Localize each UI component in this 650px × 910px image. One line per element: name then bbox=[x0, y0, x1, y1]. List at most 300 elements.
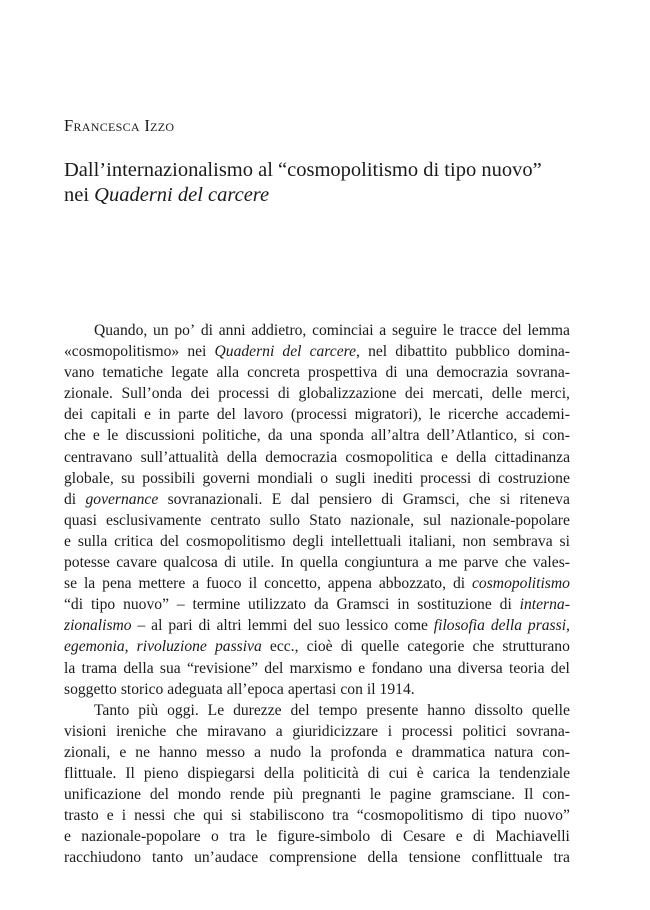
word: politicità bbox=[303, 764, 359, 782]
word: tra bbox=[332, 807, 349, 825]
word: potesse bbox=[64, 554, 110, 572]
text-line bbox=[64, 489, 570, 510]
word: pregnanti bbox=[302, 786, 361, 804]
word: sugli bbox=[335, 469, 366, 487]
word: che bbox=[468, 490, 491, 508]
word: tematiche bbox=[102, 364, 164, 382]
word: pieno bbox=[143, 764, 179, 782]
word: nuovo” bbox=[523, 807, 570, 825]
word: – bbox=[176, 596, 185, 614]
word: sovrana- bbox=[516, 722, 570, 740]
word: la bbox=[64, 659, 76, 677]
word: adeguata bbox=[167, 680, 223, 698]
italic-word: cosmopolitismo bbox=[472, 575, 570, 593]
word: sovranazionali. bbox=[167, 490, 263, 508]
word: prospettiva bbox=[308, 364, 378, 382]
word: strutturano bbox=[502, 638, 570, 656]
word: legate bbox=[171, 364, 209, 382]
word: e bbox=[455, 828, 463, 846]
word: politici bbox=[462, 722, 507, 740]
word: della bbox=[263, 764, 295, 782]
word: drammatica bbox=[411, 743, 486, 761]
word: al bbox=[151, 617, 163, 635]
word: dei bbox=[404, 385, 424, 403]
text-line bbox=[64, 531, 570, 552]
word: unificazione bbox=[64, 786, 142, 804]
word: e bbox=[358, 659, 366, 677]
text-line bbox=[64, 362, 570, 383]
title-line-2 bbox=[64, 183, 604, 208]
word: In bbox=[280, 554, 294, 572]
word: del bbox=[216, 406, 236, 424]
word: della bbox=[456, 448, 487, 466]
word: o bbox=[211, 828, 219, 846]
word: globale, bbox=[64, 469, 114, 487]
word: nazionale, bbox=[350, 511, 414, 529]
word: zionale. bbox=[64, 385, 113, 403]
word: pagine bbox=[389, 786, 432, 804]
word: qualcosa bbox=[163, 554, 218, 572]
word: i bbox=[387, 722, 393, 740]
word: cosmopolitica bbox=[345, 448, 433, 466]
text-line bbox=[64, 468, 570, 489]
word: concreta bbox=[247, 364, 300, 382]
italic-word: del bbox=[282, 343, 302, 361]
title-line-1: Dall’internazionalismo al “cosmopolitismo di tipo nuovo” bbox=[64, 159, 542, 181]
word: di bbox=[499, 596, 512, 614]
word: ecc., bbox=[269, 638, 299, 656]
word: di bbox=[471, 807, 484, 825]
word: democrazia bbox=[436, 364, 509, 382]
word: durezze bbox=[233, 701, 282, 719]
title-italic: Quaderni del carcere bbox=[94, 184, 270, 206]
word: Stato bbox=[309, 511, 342, 529]
word: o bbox=[320, 469, 328, 487]
italic-word: filosofia bbox=[433, 617, 485, 635]
word: categorie bbox=[407, 638, 465, 656]
word: dal bbox=[290, 490, 310, 508]
word: Le bbox=[207, 701, 225, 719]
word: congiuntura bbox=[344, 554, 419, 572]
word: più bbox=[273, 786, 294, 804]
word: processi bbox=[401, 722, 453, 740]
word: costruzione bbox=[497, 469, 570, 487]
word: del bbox=[293, 617, 313, 635]
word: le bbox=[429, 406, 441, 424]
word: Sull’onda bbox=[121, 385, 183, 403]
title-prefix: nei bbox=[64, 184, 90, 206]
word: da bbox=[267, 427, 283, 445]
word: Il bbox=[125, 764, 135, 782]
word: cittadinanza bbox=[494, 448, 570, 466]
word: lemma bbox=[527, 322, 570, 339]
word: dei bbox=[190, 385, 210, 403]
word: ireniche bbox=[116, 722, 167, 740]
text-line bbox=[64, 425, 570, 446]
word: della bbox=[226, 448, 258, 466]
word: e bbox=[119, 743, 127, 761]
word: fuoco bbox=[206, 575, 242, 593]
word: esclusivamente bbox=[106, 511, 202, 529]
word: una bbox=[289, 427, 313, 445]
word: come bbox=[394, 617, 428, 635]
word: le bbox=[255, 828, 268, 846]
word: flittuale. bbox=[64, 764, 117, 782]
word: si bbox=[499, 490, 511, 508]
word: che bbox=[173, 807, 196, 825]
word: Il bbox=[523, 786, 534, 804]
word: figure-simbolo bbox=[277, 828, 371, 846]
word: appena bbox=[327, 575, 372, 593]
text-line bbox=[64, 805, 570, 826]
word: presente bbox=[366, 701, 419, 719]
word: giuridicizzare bbox=[292, 722, 379, 740]
word: della bbox=[123, 659, 154, 677]
word: sulla bbox=[77, 532, 108, 550]
word: “cosmopolitismo bbox=[356, 807, 464, 825]
word: di bbox=[367, 764, 380, 782]
word: centrato bbox=[210, 511, 261, 529]
word: “revisione” bbox=[187, 659, 259, 677]
word: globalizzazione bbox=[298, 385, 397, 403]
word: tipo bbox=[491, 807, 516, 825]
word: natura bbox=[494, 743, 534, 761]
word: concetto, bbox=[264, 575, 321, 593]
word: nei bbox=[187, 343, 207, 361]
word: qui bbox=[203, 807, 224, 825]
text-line bbox=[64, 700, 570, 721]
word: in bbox=[158, 406, 171, 424]
word: accademi- bbox=[505, 406, 570, 424]
word: dispiegarsi bbox=[187, 764, 256, 782]
word: di bbox=[64, 490, 77, 508]
word: Gramsci bbox=[336, 596, 390, 614]
word: migratori), bbox=[354, 406, 422, 424]
text-line bbox=[64, 552, 570, 573]
word: con- bbox=[542, 427, 570, 445]
word: sull’attualità bbox=[140, 448, 219, 466]
text-line bbox=[64, 847, 570, 868]
word: una bbox=[428, 659, 452, 677]
word: parte bbox=[178, 406, 210, 424]
word: di bbox=[277, 385, 290, 403]
word: la bbox=[310, 743, 322, 761]
word: domina- bbox=[518, 343, 570, 361]
italic-word: della bbox=[490, 617, 522, 635]
word: sponda bbox=[319, 427, 364, 445]
article-title bbox=[64, 158, 604, 208]
word: di bbox=[478, 469, 491, 487]
word: che bbox=[504, 554, 527, 572]
word: visioni bbox=[64, 722, 107, 740]
word: fondano bbox=[371, 659, 423, 677]
word: zionali, bbox=[64, 743, 111, 761]
word: racchiudono bbox=[64, 849, 142, 867]
paragraph bbox=[64, 700, 570, 869]
italic-word: passiva bbox=[214, 638, 262, 656]
word: quella bbox=[299, 554, 338, 572]
word: trasto bbox=[64, 807, 99, 825]
word: di bbox=[380, 828, 393, 846]
word: altri bbox=[216, 617, 242, 635]
word: lessico bbox=[345, 617, 389, 635]
word: anni bbox=[218, 322, 246, 339]
word: del bbox=[290, 701, 310, 719]
word: sostituzione bbox=[417, 596, 492, 614]
word: soggetto bbox=[64, 680, 117, 698]
word: rende bbox=[229, 786, 265, 804]
word: in bbox=[397, 596, 410, 614]
word: discussioni bbox=[125, 427, 195, 445]
word: su bbox=[121, 469, 135, 487]
word: la bbox=[478, 764, 491, 782]
word: dibattito bbox=[395, 343, 448, 361]
word: democrazia bbox=[265, 448, 338, 466]
word: non bbox=[462, 532, 486, 550]
word: storico bbox=[120, 680, 164, 698]
text-line bbox=[64, 594, 570, 615]
word: intellettuali bbox=[330, 532, 402, 550]
word: profonda bbox=[330, 743, 387, 761]
word: che bbox=[64, 427, 86, 445]
word: parve bbox=[463, 554, 499, 572]
word: cui bbox=[388, 764, 408, 782]
word: di bbox=[381, 490, 394, 508]
word: a bbox=[425, 554, 433, 572]
word: quelle bbox=[361, 638, 400, 656]
word: sovrana- bbox=[516, 364, 570, 382]
italic-word: Quaderni bbox=[214, 343, 275, 361]
text-line bbox=[64, 658, 570, 679]
word: e bbox=[64, 828, 71, 846]
word: vales- bbox=[532, 554, 570, 572]
word: le bbox=[107, 427, 119, 445]
paragraph bbox=[64, 320, 570, 700]
word: dell’Atlantico, bbox=[426, 427, 518, 445]
word: capitali bbox=[90, 406, 137, 424]
word: Machiavelli bbox=[495, 828, 570, 846]
word: le bbox=[369, 786, 381, 804]
word: nuovo” bbox=[123, 596, 169, 614]
word: sullo bbox=[269, 511, 301, 529]
word: all’altra bbox=[371, 427, 420, 445]
word: a bbox=[379, 322, 387, 339]
word: e bbox=[441, 448, 448, 466]
word: delle bbox=[491, 385, 522, 403]
word: cioè bbox=[306, 638, 333, 656]
word: di bbox=[385, 364, 398, 382]
word: tra bbox=[553, 849, 570, 867]
word: gramsciane. bbox=[440, 786, 516, 804]
word: dissolto bbox=[474, 701, 523, 719]
word: del bbox=[264, 659, 284, 677]
word: abbozzato, bbox=[378, 575, 446, 593]
word: sul bbox=[423, 511, 442, 529]
word: critica bbox=[114, 532, 154, 550]
word: diversa bbox=[457, 659, 503, 677]
word: nel bbox=[368, 343, 388, 361]
word: quasi bbox=[64, 511, 97, 529]
text-line bbox=[64, 826, 570, 847]
word: «cosmopolitismo» bbox=[64, 343, 180, 361]
word: tensione bbox=[408, 849, 461, 867]
author-name: Francesca Izzo bbox=[64, 116, 175, 135]
word: più bbox=[138, 701, 159, 719]
word: le bbox=[442, 322, 454, 339]
word: di bbox=[340, 638, 353, 656]
word: seguire bbox=[391, 322, 437, 339]
italic-word: zionalismo bbox=[64, 617, 132, 635]
word: e bbox=[64, 532, 71, 550]
text-line bbox=[64, 763, 570, 784]
word: sembrava bbox=[492, 532, 553, 550]
word: nazionale-popolare bbox=[81, 828, 201, 846]
word: riteneva bbox=[519, 490, 570, 508]
text-line bbox=[64, 320, 570, 341]
text-line bbox=[64, 784, 570, 805]
word: pensiero bbox=[319, 490, 372, 508]
word: marxismo bbox=[289, 659, 353, 677]
word: nudo bbox=[270, 743, 302, 761]
text-line bbox=[64, 341, 570, 362]
word: con- bbox=[542, 743, 570, 761]
word: lavoro bbox=[243, 406, 284, 424]
word: 1914. bbox=[379, 680, 415, 698]
word: tra bbox=[229, 828, 246, 846]
word: del bbox=[550, 659, 570, 677]
word: politiche, bbox=[202, 427, 261, 445]
word: del bbox=[502, 322, 522, 339]
word: Tanto bbox=[94, 701, 130, 719]
text-line bbox=[64, 742, 570, 763]
word: e bbox=[144, 406, 151, 424]
word: Cesare bbox=[402, 828, 446, 846]
text-line bbox=[64, 636, 570, 657]
italic-word: rivoluzione bbox=[136, 638, 207, 656]
word: me bbox=[438, 554, 458, 572]
word: governi bbox=[202, 469, 251, 487]
word: cominciai bbox=[312, 322, 374, 339]
word: nessi bbox=[134, 807, 166, 825]
word: e bbox=[106, 807, 114, 825]
word: si bbox=[559, 532, 570, 550]
word: “di bbox=[64, 596, 84, 614]
word: di bbox=[200, 322, 214, 339]
word: centravano bbox=[64, 448, 133, 466]
word: miravano bbox=[207, 722, 267, 740]
word: dei bbox=[64, 406, 84, 424]
word: tanto bbox=[151, 849, 184, 867]
word: (processi bbox=[290, 406, 348, 424]
word: è bbox=[416, 764, 424, 782]
word: italiani, bbox=[408, 532, 456, 550]
word: la bbox=[83, 575, 96, 593]
word: che bbox=[472, 638, 495, 656]
word: carica bbox=[432, 764, 470, 782]
text-line bbox=[64, 573, 570, 594]
word: quelle bbox=[531, 701, 570, 719]
word: nazionale-popolare bbox=[450, 511, 570, 529]
word: a bbox=[275, 722, 283, 740]
word: che bbox=[175, 722, 198, 740]
text-line bbox=[64, 447, 570, 468]
italic-word: interna- bbox=[519, 596, 570, 614]
text-line bbox=[64, 383, 570, 404]
word: Quando, bbox=[94, 322, 148, 339]
word: di bbox=[472, 828, 486, 846]
italic-word: carcere bbox=[309, 343, 357, 361]
word: cavare bbox=[116, 554, 157, 572]
word: un’audace bbox=[194, 849, 259, 867]
word: utilizzato bbox=[248, 596, 307, 614]
word: con- bbox=[542, 786, 570, 804]
word: po’ bbox=[174, 322, 196, 339]
word: teoria bbox=[509, 659, 545, 677]
text-line bbox=[64, 510, 570, 531]
word: pena bbox=[102, 575, 132, 593]
text-line bbox=[64, 404, 570, 425]
word: all’epoca bbox=[226, 680, 284, 698]
word: termine bbox=[192, 596, 241, 614]
word: oggi. bbox=[167, 701, 199, 719]
word: tracce bbox=[459, 322, 497, 339]
word: mondiali bbox=[257, 469, 313, 487]
word: una bbox=[405, 364, 429, 382]
word: del bbox=[160, 532, 180, 550]
italic-word: governance bbox=[85, 490, 159, 508]
word: di bbox=[452, 575, 466, 593]
word: e bbox=[395, 743, 403, 761]
word: tendenziale bbox=[499, 764, 570, 782]
text-line bbox=[64, 721, 570, 742]
word: con bbox=[340, 680, 363, 698]
word: di bbox=[198, 617, 211, 635]
italic-word: egemonia, bbox=[64, 638, 129, 656]
word: un bbox=[153, 322, 169, 339]
word: trama bbox=[81, 659, 118, 677]
word: del bbox=[149, 786, 169, 804]
word: E bbox=[271, 490, 282, 508]
word: Gramsci, bbox=[402, 490, 460, 508]
word: tipo bbox=[90, 596, 116, 614]
word: suo bbox=[318, 617, 340, 635]
word: apertasi bbox=[287, 680, 337, 698]
word: utile. bbox=[242, 554, 275, 572]
word: – bbox=[137, 617, 146, 635]
word: mercati, bbox=[432, 385, 484, 403]
word: il bbox=[248, 575, 258, 593]
body-text bbox=[64, 320, 570, 868]
word: ne bbox=[135, 743, 150, 761]
italic-word: prassi, bbox=[527, 617, 570, 635]
word: comprensione bbox=[269, 849, 357, 867]
word: stabiliscono bbox=[249, 807, 325, 825]
word: i bbox=[121, 807, 127, 825]
word: conflittuale bbox=[471, 849, 543, 867]
word: a bbox=[254, 743, 261, 761]
word: vano bbox=[64, 364, 95, 382]
word: se bbox=[64, 575, 77, 593]
word: si bbox=[231, 807, 242, 825]
text-line bbox=[64, 615, 570, 636]
word: a bbox=[192, 575, 200, 593]
word: hanno bbox=[158, 743, 198, 761]
word: mettere bbox=[138, 575, 186, 593]
word: pubblico bbox=[455, 343, 510, 361]
word: da bbox=[313, 596, 329, 614]
word: il bbox=[366, 680, 376, 698]
word: possibili bbox=[142, 469, 196, 487]
